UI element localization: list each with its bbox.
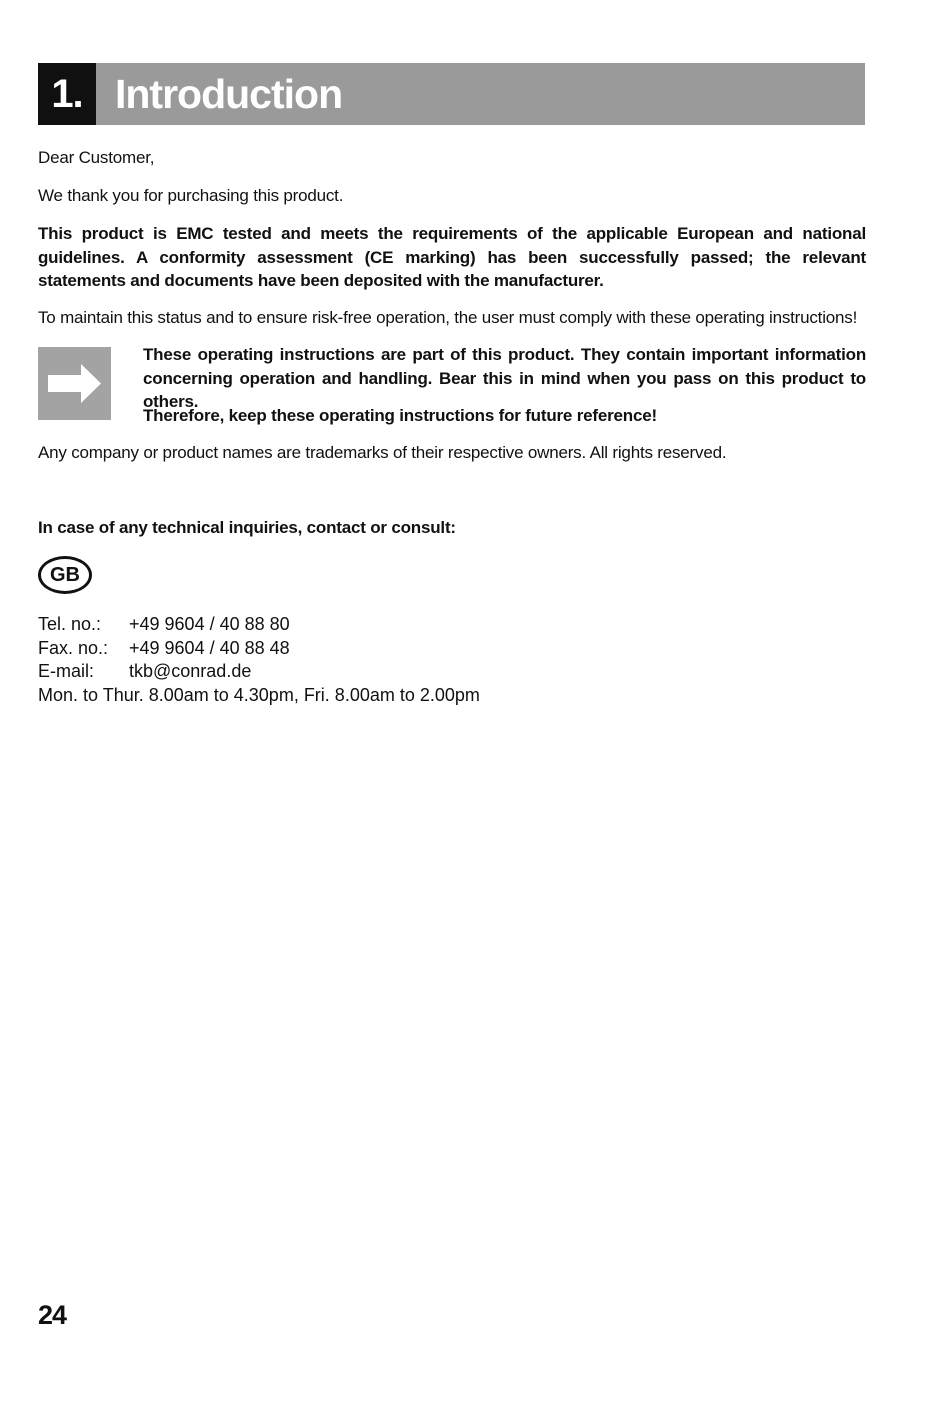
section-number: 1.: [38, 63, 96, 125]
email-label: E-mail:: [38, 661, 95, 681]
fax-value: +49 9604 / 40 88 48: [129, 637, 290, 658]
maintain-paragraph: To maintain this status and to ensure risk-free operation, the user must comply with these operating instructions!: [38, 308, 858, 327]
section-heading: [38, 63, 865, 125]
inquiries-heading: In case of any technical inquiries, contact or consult:: [38, 518, 456, 537]
tel-value: +49 9604 / 40 88 80: [129, 614, 290, 634]
email-value: tkb@conrad.de: [129, 661, 252, 681]
trademarks-paragraph: Any company or product names are trademarks of their respective owners. All rights reserved.: [38, 443, 727, 462]
section-title: Introduction: [115, 70, 343, 117]
country-badge-gb: GB: [38, 556, 92, 594]
emc-paragraph: This product is EMC tested and meets the requirements of the applicable European and national guidelines. A conformity assessment (CE marking) has been successfully passed; the relevant statements and documents have been deposited with the manufacturer.: [38, 224, 866, 290]
contact-row-email: [38, 660, 480, 684]
contact-block: [38, 613, 480, 707]
contact-row-fax: [38, 637, 480, 661]
thanks-paragraph: We thank you for purchasing this product.: [38, 186, 344, 205]
greeting-paragraph: Dear Customer,: [38, 148, 155, 167]
notice-text: These operating instructions are part of this product. They contain important information concerning operation and handling. Bear this in mind when you pass on this product to others.: [143, 345, 866, 411]
contact-row-hours: [38, 684, 480, 708]
contact-row-tel: [38, 613, 480, 637]
notice-reminder: Therefore, keep these operating instructions for future reference!: [143, 406, 657, 425]
tel-label: Tel. no.:: [38, 614, 102, 634]
fax-label: Fax. no.:: [38, 637, 109, 658]
page-number: 24: [38, 1300, 67, 1330]
arrow-right-icon: [38, 347, 111, 420]
service-hours: Mon. to Thur. 8.00am to 4.30pm, Fri. 8.00am to 2.00pm: [38, 684, 480, 705]
